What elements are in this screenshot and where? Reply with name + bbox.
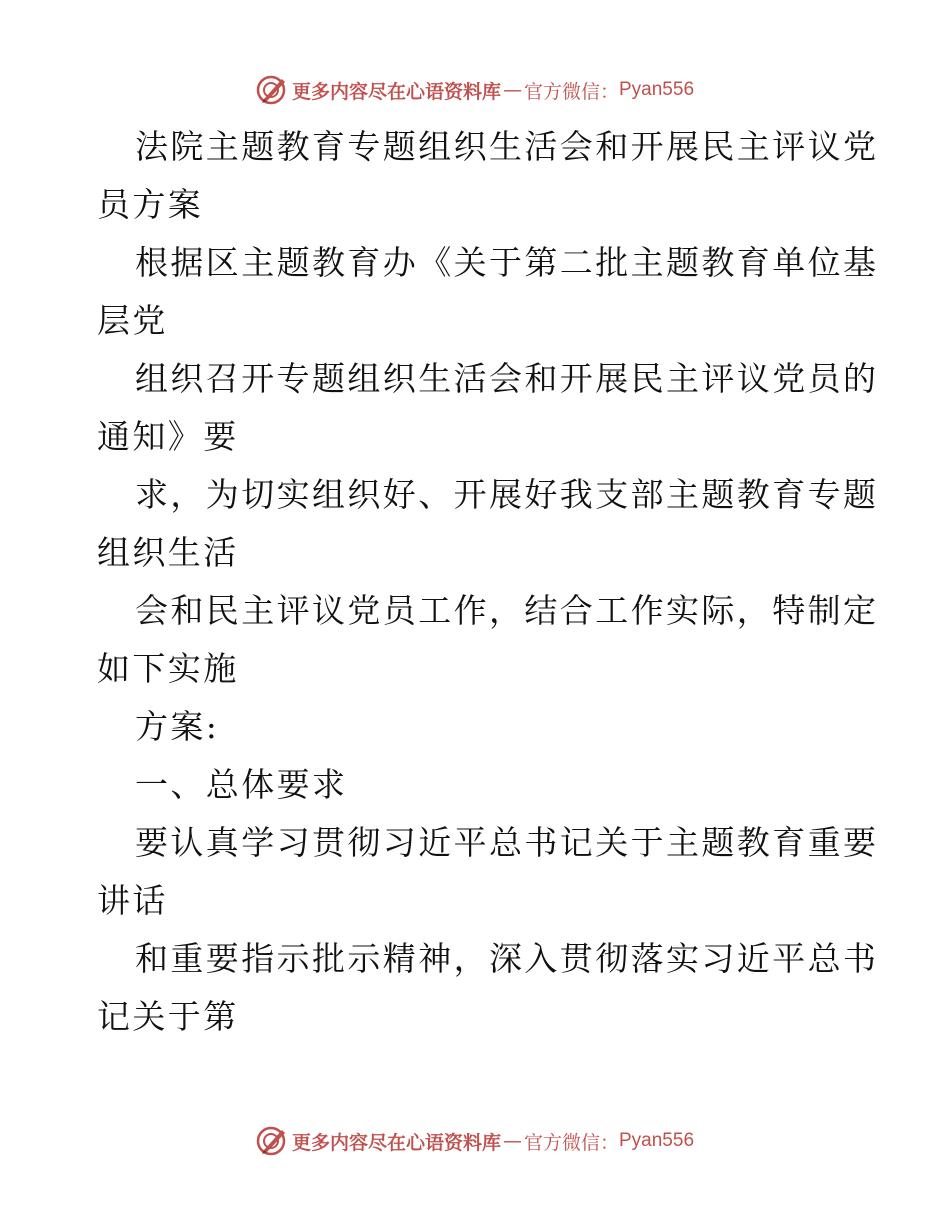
- watermark-dash: —: [502, 1130, 522, 1152]
- text-line: 根据区主题教育办《关于第二批主题教育单位基: [135, 243, 879, 282]
- text-line: 法院主题教育专题组织生活会和开展民主评议党: [135, 127, 879, 166]
- watermark-site-name: 更多内容尽在心语资料库: [291, 80, 501, 103]
- watermark-wechat-id: Pyan556: [619, 79, 695, 100]
- watermark-wechat-label: 官方微信：: [523, 1131, 619, 1154]
- text-line: 会和民主评议党员工作，结合工作实际，特制定: [135, 591, 879, 630]
- text-line: 组织生活: [97, 533, 239, 572]
- text-line: 组织召开专题组织生活会和开展民主评议党员的: [135, 359, 879, 398]
- text-line: 讲话: [97, 881, 168, 920]
- header-watermark: [0, 70, 950, 110]
- text-line: 方案:: [135, 707, 220, 746]
- text-line: 求，为切实组织好、开展好我支部主题教育专题: [135, 475, 879, 514]
- text-line: 员方案: [97, 185, 204, 224]
- watermark-dash: —: [502, 79, 522, 101]
- text-line: 记关于第: [97, 997, 239, 1036]
- text-line: 和重要指示批示精神，深入贯彻落实习近平总书: [135, 939, 879, 978]
- watermark-site-name: 更多内容尽在心语资料库: [291, 1131, 501, 1154]
- footer-watermark: [0, 1121, 950, 1161]
- section-heading: 一、总体要求: [135, 765, 348, 804]
- text-line: 层党: [97, 301, 168, 340]
- text-line: 通知》要: [97, 417, 239, 456]
- pen-logo-icon: [256, 1125, 288, 1157]
- text-line: 要认真学习贯彻习近平总书记关于主题教育重要: [135, 823, 879, 862]
- watermark-wechat-id: Pyan556: [619, 1130, 695, 1151]
- document-body: [97, 118, 879, 1046]
- watermark-wechat-label: 官方微信：: [523, 80, 619, 103]
- text-line: 如下实施: [97, 649, 239, 688]
- pen-logo-icon: [256, 74, 288, 106]
